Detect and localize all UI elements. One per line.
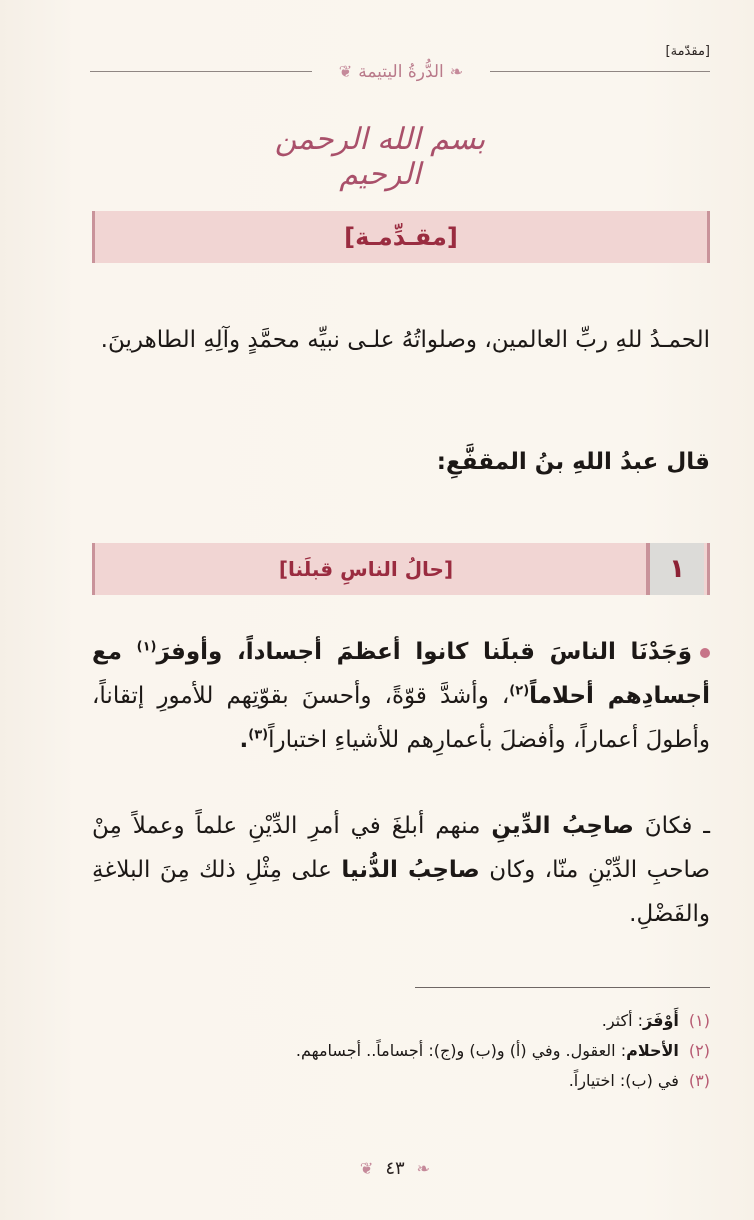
footnote-ref-1[interactable]: (١) — [136, 639, 157, 655]
second-bold-2: صاحِبُ الدُّنيا — [341, 857, 480, 883]
main-text-part2: مع أجسادِهم أحلاماً — [92, 639, 710, 709]
running-header-chapter: [مقدّمة] — [665, 44, 710, 59]
intro-heading: [مقـدِّمـة] — [344, 223, 458, 251]
section-number: ١ — [646, 543, 704, 595]
attribution-line: قال عبدُ اللهِ بنُ المقفَّعِ: — [436, 449, 710, 475]
page-number-footer — [340, 1158, 450, 1179]
main-text-part4: . — [239, 727, 249, 753]
footnote-separator — [415, 987, 710, 988]
page-number: ٤٣ — [385, 1158, 405, 1179]
footnote-item — [180, 1066, 710, 1096]
footnote-item — [180, 1036, 710, 1066]
footnote-item — [180, 1006, 710, 1036]
footnote-text: : العقول. وفي (أ) و(ب) و(ج): أجساماً.. أجسامهم. — [295, 1041, 627, 1060]
footnote-ref-2[interactable]: (٢) — [509, 683, 530, 699]
footnote-text: في (ب): اختياراً. — [568, 1071, 679, 1090]
floral-ornament-icon: ❧ — [416, 1159, 431, 1178]
footnote-number: (١) — [688, 1011, 710, 1030]
main-text-part3: ، وأشدَّ قوّةً، وأحسنَ بقوّتِهم للأمورِ إتقاناً، وأطولَ أعماراً، وأفضلَ بأعمارِهم للأشياءِ اختباراً — [92, 683, 710, 753]
main-text-part1: وَجَدْنَا الناسَ قبلَنا كانوا أعظمَ أجساداً، وأوفرَ — [156, 639, 692, 665]
second-text-part1: ـ فكانَ — [633, 813, 710, 839]
second-text-part3: على مِثْلِ ذلك مِنَ البلاغةِ والفَضْلِ. — [92, 857, 710, 927]
footnote-number: (٣) — [688, 1071, 710, 1090]
footnotes-list — [180, 1006, 710, 1096]
book-title-header — [312, 58, 490, 86]
main-paragraph — [92, 630, 710, 762]
header-rule-right — [490, 71, 710, 72]
footnote-ref-3[interactable]: (٣) — [248, 727, 269, 743]
footnote-text: : أكثر. — [601, 1011, 644, 1030]
section-heading-banner — [92, 543, 710, 595]
second-paragraph — [92, 804, 710, 936]
bullet-dot-icon — [700, 648, 710, 658]
floral-ornament-icon: ❦ — [338, 62, 353, 81]
basmala-calligraphy: بسم الله الرحمن الرحيم — [274, 122, 486, 192]
header-rule-left — [90, 71, 312, 72]
praise-paragraph: الحمـدُ للهِ ربِّ العالمين، وصلواتُهُ علـى نبيِّه محمَّدٍ وآلِهِ الطاهرينَ. — [100, 327, 710, 353]
footnote-number: (٢) — [688, 1041, 710, 1060]
second-bold-1: صاحِبُ الدِّينِ — [491, 813, 634, 839]
footnote-term: أَوْفَرَ — [643, 1011, 679, 1030]
footnote-term: الأحلام — [626, 1041, 679, 1060]
floral-ornament-icon: ❦ — [359, 1159, 374, 1178]
second-text-part2: منهم أبلغَ في أمرِ الدِّيْنِ علماً وعملاً مِنْ صاحبِ الدِّيْنِ منّا، وكان — [92, 813, 711, 883]
intro-heading-banner — [92, 211, 710, 263]
section-title: [حالُ الناسِ قبلَنا] — [278, 557, 454, 581]
floral-ornament-icon: ❧ — [449, 62, 464, 81]
book-title: الدُّرةُ اليتيمة — [358, 62, 444, 82]
